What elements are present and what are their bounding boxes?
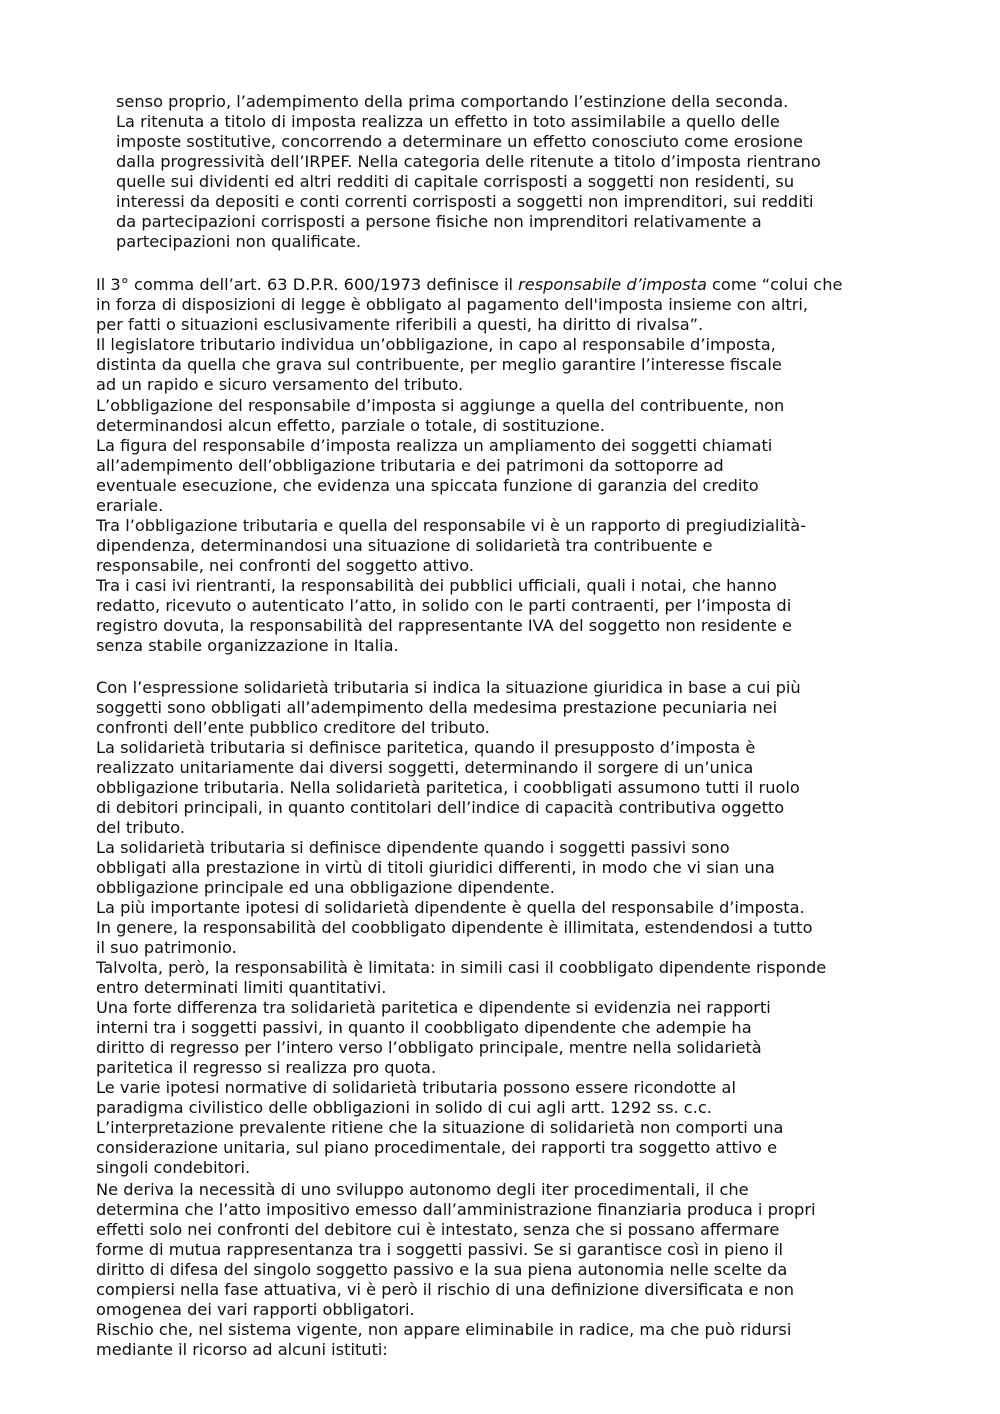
text-line: compiersi nella fase attuativa, vi è però il rischio di una definizione diversificata e non bbox=[96, 1280, 795, 1299]
text-line: distinta da quella che grava sul contribuente, per meglio garantire l’interesse fiscale bbox=[96, 355, 782, 374]
text-line: Tra i casi ivi rientranti, la responsabilità dei pubblici ufficiali, quali i notai, che hanno bbox=[96, 576, 777, 595]
text-line: quelle sui dividenti ed altri redditi di capitale corrisposti a soggetti non residenti, su bbox=[116, 172, 795, 191]
text-line: Il legislatore tributario individua un’obbligazione, in capo al responsabile d’imposta, bbox=[96, 335, 776, 354]
text-line: interni tra i soggetti passivi, in quanto il coobbligato dipendente che adempie ha bbox=[96, 1018, 752, 1037]
text-line: effetti solo nei confronti del debitore cui è intestato, senza che si possano affermare bbox=[96, 1220, 780, 1239]
text-line: obbligazione principale ed una obbligazione dipendente. bbox=[96, 878, 555, 897]
text-line bbox=[96, 275, 842, 295]
text-line: per fatti o situazioni esclusivamente riferibili a questi, ha diritto di rivalsa”. bbox=[96, 315, 704, 334]
text-line: imposte sostitutive, concorrendo a determinare un effetto conosciuto come erosione bbox=[116, 132, 803, 151]
text-line: del tributo. bbox=[96, 818, 186, 837]
text-line: Le varie ipotesi normative di solidarietà tributaria possono essere ricondotte al bbox=[96, 1078, 736, 1097]
text-line: registro dovuta, la responsabilità del rappresentante IVA del soggetto non residente e bbox=[96, 616, 793, 635]
text-line: confronti dell’ente pubblico creditore del tributo. bbox=[96, 718, 490, 737]
text-line: Tra l’obbligazione tributaria e quella del responsabile vi è un rapporto di pregiudizialità- bbox=[96, 516, 807, 535]
text-line: diritto di difesa del singolo soggetto passivo e la sua piena autonomia nelle scelte da bbox=[96, 1260, 788, 1279]
text-line: dipendenza, determinandosi una situazione di solidarietà tra contribuente e bbox=[96, 536, 713, 555]
text-line: entro determinati limiti quantitativi. bbox=[96, 978, 387, 997]
text-line: soggetti sono obbligati all’adempimento della medesima prestazione pecuniaria nei bbox=[96, 698, 778, 717]
text-line: responsabile, nei confronti del soggetto attivo. bbox=[96, 556, 475, 575]
text-run: come “colui che bbox=[706, 275, 843, 294]
text-line: Ne deriva la necessità di uno sviluppo autonomo degli iter procedimentali, il che bbox=[96, 1180, 749, 1199]
text-line: in forza di disposizioni di legge è obbligato al pagamento dell'imposta insieme con altri, bbox=[96, 295, 809, 314]
text-line: obbligazione tributaria. Nella solidarietà paritetica, i coobbligati assumono tutti il ruolo bbox=[96, 778, 800, 797]
text-line: L’interpretazione prevalente ritiene che la situazione di solidarietà non comporti una bbox=[96, 1118, 784, 1137]
text-line: ad un rapido e sicuro versamento del tributo. bbox=[96, 375, 464, 394]
text-line: di debitori principali, in quanto contitolari dell’indice di capacità contributiva oggetto bbox=[96, 798, 785, 817]
text-line: il suo patrimonio. bbox=[96, 938, 237, 957]
text-line: L’obbligazione del responsabile d’imposta si aggiunge a quella del contribuente, non bbox=[96, 396, 785, 415]
text-line: all’adempimento dell’obbligazione tributaria e dei patrimoni da sottoporre ad bbox=[96, 456, 724, 475]
text-line: forme di mutua rappresentanza tra i soggetti passivi. Se si garantisce così in pieno il bbox=[96, 1240, 783, 1259]
text-line: La solidarietà tributaria si definisce paritetica, quando il presupposto d’imposta è bbox=[96, 738, 756, 757]
text-line: erariale. bbox=[96, 496, 164, 515]
text-line: senza stabile organizzazione in Italia. bbox=[96, 636, 399, 655]
text-line: determina che l’atto impositivo emesso dall’amministrazione finanziaria produca i propri bbox=[96, 1200, 816, 1219]
text-line: La solidarietà tributaria si definisce dipendente quando i soggetti passivi sono bbox=[96, 838, 730, 857]
text-line: redatto, ricevuto o autenticato l’atto, in solido con le parti contraenti, per l’imposta di bbox=[96, 596, 792, 615]
text-line: eventuale esecuzione, che evidenza una spiccata funzione di garanzia del credito bbox=[96, 476, 759, 495]
text-line: dalla progressività dell’IRPEF. Nella categoria delle ritenute a titolo d’imposta rientrano bbox=[116, 152, 821, 171]
text-line: paradigma civilistico delle obbligazioni in solido di cui agli artt. 1292 ss. c.c. bbox=[96, 1098, 712, 1117]
text-line: interessi da depositi e conti correnti corrisposti a soggetti non imprenditori, sui redditi bbox=[116, 192, 814, 211]
text-line: La figura del responsabile d’imposta realizza un ampliamento dei soggetti chiamati bbox=[96, 436, 773, 455]
text-line: omogenea dei vari rapporti obbligatori. bbox=[96, 1300, 415, 1319]
text-line: La più importante ipotesi di solidarietà dipendente è quella del responsabile d’imposta. bbox=[96, 898, 805, 917]
text-line: da partecipazioni corrisposti a persone fisiche non imprenditori relativamente a bbox=[116, 212, 762, 231]
text-line: Con l’espressione solidarietà tributaria si indica la situazione giuridica in base a cui più bbox=[96, 678, 801, 697]
text-line: mediante il ricorso ad alcuni istituti: bbox=[96, 1340, 388, 1359]
italic-term: responsabile d’imposta bbox=[518, 275, 707, 294]
text-line: singoli condebitori. bbox=[96, 1158, 251, 1177]
text-line: obbligati alla prestazione in virtù di titoli giuridici differenti, in modo che vi sian una bbox=[96, 858, 775, 877]
text-line: La ritenuta a titolo di imposta realizza un effetto in toto assimilabile a quello delle bbox=[116, 112, 780, 131]
text-line: diritto di regresso per l’intero verso l’obbligato principale, mentre nella solidarietà bbox=[96, 1038, 762, 1057]
text-run: Il 3° comma dell’art. 63 D.P.R. 600/1973 definisce il bbox=[96, 275, 519, 294]
text-line: In genere, la responsabilità del coobbligato dipendente è illimitata, estendendosi a tutto bbox=[96, 918, 813, 937]
text-line: considerazione unitaria, sul piano procedimentale, dei rapporti tra soggetto attivo e bbox=[96, 1138, 778, 1157]
text-line: Una forte differenza tra solidarietà paritetica e dipendente si evidenzia nei rapporti bbox=[96, 998, 771, 1017]
text-line: Talvolta, però, la responsabilità è limitata: in simili casi il coobbligato dipendente risponde bbox=[96, 958, 827, 977]
text-line: realizzato unitariamente dai diversi soggetti, determinando il sorgere di un’unica bbox=[96, 758, 754, 777]
text-line: senso proprio, l’adempimento della prima comportando l’estinzione della seconda. bbox=[116, 92, 789, 111]
text-line: paritetica il regresso si realizza pro quota. bbox=[96, 1058, 437, 1077]
text-line: Rischio che, nel sistema vigente, non appare eliminabile in radice, ma che può ridursi bbox=[96, 1320, 792, 1339]
text-line: partecipazioni non qualificate. bbox=[116, 232, 362, 251]
text-line: determinandosi alcun effetto, parziale o totale, di sostituzione. bbox=[96, 416, 605, 435]
